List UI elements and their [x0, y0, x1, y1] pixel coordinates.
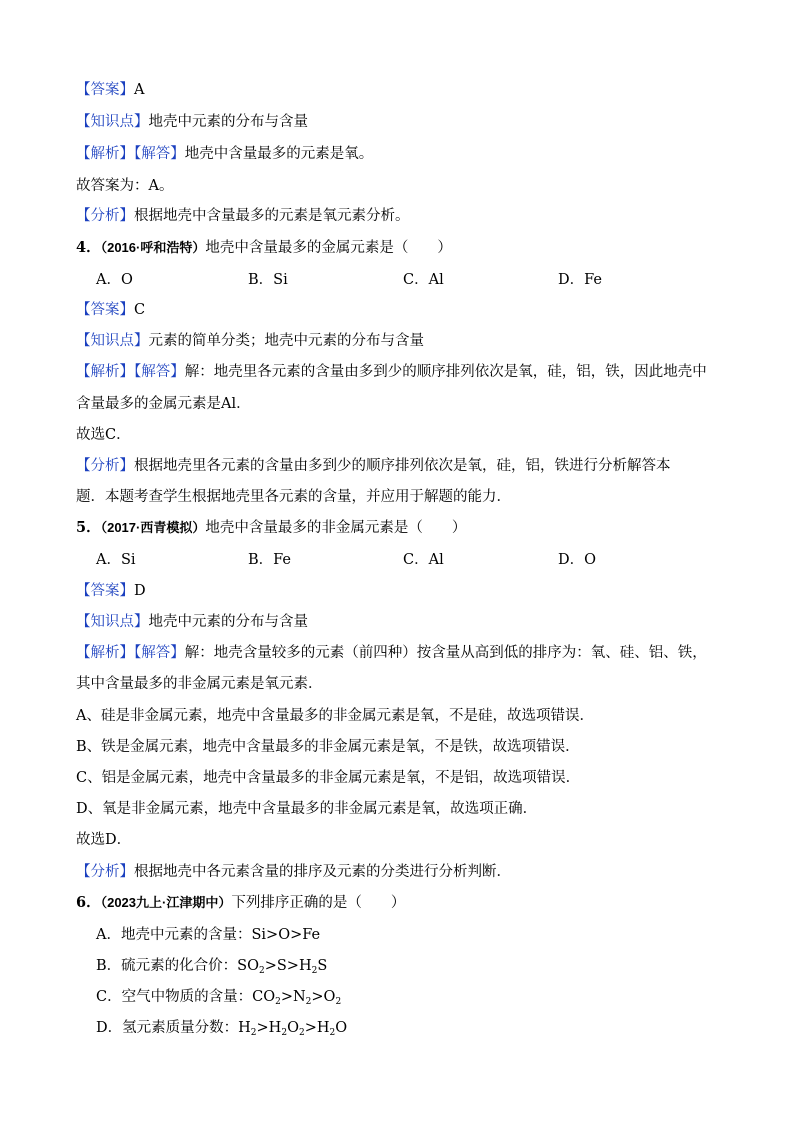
- q5-analysis-1: 解：地壳含量较多的元素（前四种）按含量从高到低的排序为：氧、硅、铝、铁，: [184, 645, 707, 661]
- q4-option-c: C．Al: [403, 272, 444, 288]
- subscript: 2: [311, 966, 318, 976]
- subscript: 2: [258, 966, 265, 976]
- q6-option-c: [96, 987, 341, 1007]
- formula-part: >O: [311, 989, 336, 1005]
- analysis-tag: 【解析】: [76, 146, 134, 162]
- q3-knowledge-line: [76, 112, 308, 132]
- formula-part: >H: [304, 1020, 330, 1036]
- q5-item-b: B、铁是金属元素，地壳中含量最多的非金属元素是氧，不是铁，故选项错误．: [76, 739, 580, 755]
- q3-review-line: [76, 206, 410, 226]
- option-text: 硫元素的化合价：: [121, 958, 238, 974]
- q5-stem: 地壳中含量最多的非金属元素是（ ）: [205, 520, 467, 536]
- q5-review-line: [76, 862, 511, 882]
- option-text: 空气中物质的含量：: [121, 989, 253, 1005]
- solution-tag: 【解答】: [134, 146, 185, 162]
- q3-analysis: 地壳中含量最多的元素是氧。: [184, 146, 374, 162]
- formula-part: >S>H: [264, 958, 312, 974]
- q5-analysis-line-1: [76, 643, 707, 663]
- q4-review-2: 题．本题考查学生根据地壳里各元素的含量，并应用于解题的能力．: [76, 489, 511, 505]
- solution-tag: 【解答】: [134, 364, 185, 380]
- q4-source: （2016·呼和浩特）: [100, 240, 206, 255]
- formula-part: >N: [280, 989, 306, 1005]
- subscript: 2: [298, 1028, 305, 1038]
- q5-conclusion: 故选D．: [76, 832, 132, 848]
- formula-part: >H: [256, 1020, 282, 1036]
- analysis-tag: 【解析】: [76, 645, 134, 661]
- q3-answer: A: [134, 82, 145, 98]
- option-label: B．: [96, 958, 122, 974]
- formula: Si>O>Fe: [251, 927, 321, 943]
- answer-tag: 【答案】: [76, 302, 134, 318]
- formula-part: H: [238, 1020, 251, 1036]
- q5-item-d: D、氧是非金属元素，地壳中含量最多的非金属元素是氧，故选项正确．: [76, 801, 538, 817]
- q5-knowledge-line: [76, 612, 308, 632]
- q4-stem: 地壳中含量最多的金属元素是（ ）: [205, 240, 452, 256]
- q6-stem: 下列排序正确的是（ ）: [231, 895, 406, 911]
- q6-option-b: [96, 956, 327, 976]
- q5-option-a: A．Si: [96, 552, 136, 568]
- review-tag: 【分析】: [76, 458, 134, 474]
- q4-answer-line: [76, 300, 145, 320]
- subscript: 2: [250, 1028, 257, 1038]
- formula-part: CO: [252, 989, 276, 1005]
- knowledge-tag: 【知识点】: [76, 614, 149, 630]
- knowledge-tag: 【知识点】: [76, 333, 149, 349]
- q4-stem-line: [76, 238, 452, 258]
- review-tag: 【分析】: [76, 208, 134, 224]
- q5-option-d: D．O: [558, 552, 597, 568]
- q5-answer: D: [134, 583, 146, 599]
- q5-analysis-2: 其中含量最多的非金属元素是氧元素．: [76, 676, 323, 692]
- q5-answer-line: [76, 581, 146, 601]
- formula-part: S: [317, 958, 328, 974]
- q4-number: 4．: [76, 239, 101, 256]
- formula-part: SO: [237, 958, 259, 974]
- q5-knowledge: 地壳中元素的分布与含量: [148, 614, 308, 630]
- q5-option-c: C．Al: [403, 552, 444, 568]
- review-tag: 【分析】: [76, 864, 134, 880]
- q4-answer: C: [134, 302, 146, 318]
- answer-tag: 【答案】: [76, 82, 134, 98]
- q4-option-b: B．Si: [248, 272, 288, 288]
- analysis-tag: 【解析】: [76, 364, 134, 380]
- q5-item-a: A、硅是非金属元素，地壳中含量最多的非金属元素是氧，不是硅，故选项错误．: [76, 708, 594, 724]
- formula-part: O: [287, 1020, 299, 1036]
- q6-option-a: [96, 925, 320, 945]
- q3-answer-line: [76, 80, 144, 100]
- formula-part: O: [335, 1020, 348, 1036]
- q4-review-line-1: [76, 456, 671, 476]
- q6-option-d: [96, 1018, 347, 1038]
- q4-option-a: A．O: [96, 272, 133, 288]
- subscript: 2: [281, 1028, 288, 1038]
- q6-stem-line: [76, 893, 405, 913]
- subscript: 2: [305, 997, 312, 1007]
- q5-review: 根据地壳中各元素含量的排序及元素的分类进行分析判断．: [134, 864, 511, 880]
- q4-review-1: 根据地壳里各元素的含量由多到少的顺序排列依次是氧，硅，铝，铁进行分析解答本: [134, 458, 671, 474]
- q4-knowledge: 元素的简单分类；地壳中元素的分布与含量: [148, 333, 424, 349]
- q5-item-c: C、铝是金属元素，地壳中含量最多的非金属元素是氧，不是铝，故选项错误．: [76, 770, 581, 786]
- q5-source: （2017·西青模拟）: [100, 520, 206, 535]
- solution-tag: 【解答】: [134, 645, 185, 661]
- q4-analysis-line-1: [76, 362, 707, 382]
- q5-stem-line: [76, 518, 466, 538]
- q4-analysis-1: 解：地壳里各元素的含量由多到少的顺序排列依次是氧，硅，铝，铁，因此地壳中: [184, 364, 707, 380]
- option-label: C．: [96, 989, 122, 1005]
- option-text: 氢元素质量分数：: [122, 1020, 239, 1036]
- subscript: 2: [275, 997, 281, 1007]
- q3-knowledge: 地壳中元素的分布与含量: [148, 114, 308, 130]
- q5-option-b: B．Fe: [248, 552, 292, 568]
- q4-knowledge-line: [76, 331, 424, 351]
- q6-source: （2023九上·江津期中）: [100, 895, 232, 910]
- knowledge-tag: 【知识点】: [76, 114, 149, 130]
- subscript: 2: [335, 997, 342, 1007]
- q3-review: 根据地壳中含量最多的元素是氧元素分析。: [134, 208, 410, 224]
- option-label: D．: [96, 1020, 123, 1036]
- q3-analysis-line: [76, 144, 373, 164]
- answer-tag: 【答案】: [76, 583, 134, 599]
- q4-conclusion: 故选C．: [76, 427, 131, 443]
- option-label: A．: [96, 927, 121, 943]
- subscript: 2: [329, 1028, 336, 1038]
- q6-number: 6．: [76, 894, 101, 911]
- q4-option-d: D．Fe: [558, 272, 602, 288]
- q3-conclusion: 故答案为：A。: [76, 178, 174, 194]
- q4-analysis-2: 含量最多的金属元素是Al．: [76, 396, 251, 412]
- q5-number: 5．: [76, 519, 101, 536]
- option-text: 地壳中元素的含量：: [120, 927, 252, 943]
